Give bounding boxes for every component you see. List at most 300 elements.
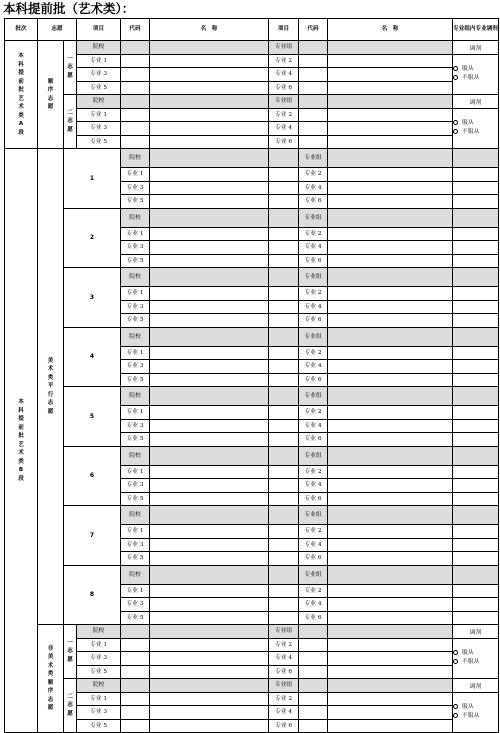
major-name-field[interactable] (269, 598, 299, 612)
major-code-field[interactable] (328, 287, 453, 301)
major-name-field[interactable] (328, 122, 453, 136)
major-label: 专业 4 (269, 122, 299, 136)
form-row (5, 327, 499, 346)
major-group-code-field[interactable] (328, 149, 453, 168)
wish-order-label (64, 95, 77, 149)
major-name-field[interactable] (269, 584, 299, 598)
school-code-field[interactable] (150, 446, 269, 465)
major-code-field[interactable] (299, 638, 328, 652)
major-name-field[interactable] (328, 135, 453, 149)
major-name-field[interactable] (328, 719, 453, 733)
major-name-field[interactable] (453, 406, 499, 420)
major-label: 专业 5 (121, 314, 150, 328)
school-code-field[interactable] (150, 208, 269, 227)
major-label: 专业 6 (299, 552, 328, 566)
major-name-field[interactable] (150, 135, 269, 149)
major-group-name-field[interactable] (453, 565, 499, 584)
major-name-field[interactable] (269, 287, 299, 301)
major-name-field[interactable] (269, 538, 299, 552)
disagree-radio[interactable] (453, 658, 498, 667)
major-name-field[interactable] (150, 638, 269, 652)
group-number: 4 (64, 327, 121, 387)
major-group-name-field[interactable] (453, 149, 499, 168)
group-number: 2 (64, 208, 121, 268)
major-code-field[interactable] (121, 135, 150, 149)
major-code-field[interactable] (150, 465, 269, 479)
major-group-label: 专业组 (269, 41, 299, 55)
major-name-field[interactable] (453, 479, 499, 493)
major-code-field[interactable] (150, 419, 269, 433)
major-code-field[interactable] (150, 598, 269, 612)
major-label: 专业 4 (299, 419, 328, 433)
school-label: 院校 (121, 327, 150, 346)
radio-circle-icon[interactable] (453, 713, 458, 718)
major-label: 专业 5 (121, 433, 150, 447)
header-code-2: 代码 (299, 19, 328, 41)
major-label: 专业 1 (77, 108, 121, 122)
form-row (5, 122, 499, 136)
major-group-label: 专业组 (269, 95, 299, 109)
form-row (5, 95, 499, 109)
major-group-code-field[interactable] (328, 565, 453, 584)
header-item: 项目 (77, 19, 121, 41)
school-label: 院校 (121, 149, 150, 168)
major-group-label: 专业组 (299, 565, 328, 584)
header-code: 代码 (121, 19, 150, 41)
major-name-field[interactable] (269, 611, 299, 625)
major-name-field[interactable] (328, 68, 453, 82)
major-code-field[interactable] (121, 54, 150, 68)
major-group-label: 专业组 (299, 446, 328, 465)
major-name-field[interactable] (269, 373, 299, 387)
major-label: 专业 3 (77, 652, 121, 666)
major-name-field[interactable] (150, 652, 269, 666)
major-name-field[interactable] (269, 195, 299, 209)
major-code-field[interactable] (328, 360, 453, 374)
major-name-field[interactable] (453, 433, 499, 447)
major-name-field[interactable] (453, 419, 499, 433)
major-code-field[interactable] (121, 719, 150, 733)
major-code-field[interactable] (150, 433, 269, 447)
header-name-2: 名 称 (328, 19, 453, 41)
major-name-field[interactable] (328, 706, 453, 720)
major-label: 专业 3 (77, 122, 121, 136)
school-name-field[interactable] (269, 565, 299, 584)
major-name-field[interactable] (453, 360, 499, 374)
major-name-field[interactable] (150, 81, 269, 95)
major-name-field[interactable] (269, 492, 299, 506)
disagree-radio[interactable] (453, 712, 498, 721)
major-code-field[interactable] (121, 692, 150, 706)
major-name-field[interactable] (453, 287, 499, 301)
major-code-field[interactable] (328, 254, 453, 268)
major-group-name-field[interactable] (453, 446, 499, 465)
major-label: 专业 6 (299, 314, 328, 328)
major-code-field[interactable] (328, 492, 453, 506)
major-label: 专业 3 (77, 706, 121, 720)
major-name-field[interactable] (328, 665, 453, 679)
major-name-field[interactable] (453, 181, 499, 195)
major-code-field[interactable] (150, 227, 269, 241)
form-row (5, 135, 499, 149)
major-group-label: 专业组 (299, 208, 328, 227)
major-group-label: 专业组 (299, 506, 328, 525)
adjust-options (453, 692, 499, 733)
major-code-field[interactable] (299, 68, 328, 82)
radio-circle-icon[interactable] (453, 704, 458, 709)
school-label: 院校 (121, 506, 150, 525)
major-name-field[interactable] (328, 638, 453, 652)
major-code-field[interactable] (328, 373, 453, 387)
major-name-field[interactable] (269, 360, 299, 374)
agree-radio-label: 服从 (462, 650, 474, 657)
agree-radio[interactable] (453, 65, 498, 74)
major-name-field[interactable] (453, 373, 499, 387)
major-label: 专业 1 (121, 287, 150, 301)
major-code-field[interactable] (150, 241, 269, 255)
major-name-field[interactable] (269, 227, 299, 241)
major-name-field[interactable] (150, 665, 269, 679)
major-name-field[interactable] (269, 552, 299, 566)
major-name-field[interactable] (453, 168, 499, 182)
major-code-field[interactable] (150, 611, 269, 625)
major-code-field[interactable] (328, 314, 453, 328)
major-name-field[interactable] (269, 406, 299, 420)
adjust-label: 调剂 (453, 95, 499, 109)
major-code-field[interactable] (299, 54, 328, 68)
radio-circle-icon[interactable] (453, 66, 458, 71)
major-code-field[interactable] (328, 419, 453, 433)
school-code-field[interactable] (150, 268, 269, 287)
school-name-field[interactable] (150, 625, 269, 639)
major-name-field[interactable] (453, 538, 499, 552)
form-row (5, 679, 499, 693)
agree-radio[interactable] (453, 119, 498, 128)
major-code-field[interactable] (299, 665, 328, 679)
major-group-name-field[interactable] (328, 625, 453, 639)
school-code-field[interactable] (121, 95, 150, 109)
major-name-field[interactable] (453, 611, 499, 625)
major-name-field[interactable] (269, 314, 299, 328)
major-code-field[interactable] (121, 108, 150, 122)
major-group-name-field[interactable] (328, 95, 453, 109)
major-code-field[interactable] (121, 706, 150, 720)
major-name-field[interactable] (150, 719, 269, 733)
major-label: 专业 2 (299, 406, 328, 420)
school-code-field[interactable] (121, 679, 150, 693)
major-group-code-field[interactable] (328, 446, 453, 465)
major-name-field[interactable] (453, 227, 499, 241)
major-label: 专业 4 (299, 598, 328, 612)
wish-order-label (64, 679, 77, 733)
major-group-name-field[interactable] (453, 208, 499, 227)
major-name-field[interactable] (453, 552, 499, 566)
major-label: 专业 2 (299, 168, 328, 182)
major-label: 专业 6 (299, 611, 328, 625)
school-code-field[interactable] (150, 387, 269, 406)
major-code-field[interactable] (299, 706, 328, 720)
major-code-field[interactable] (121, 122, 150, 136)
school-code-field[interactable] (150, 149, 269, 168)
major-name-field[interactable] (150, 54, 269, 68)
major-code-field[interactable] (328, 552, 453, 566)
adjust-label: 调剂 (453, 625, 499, 639)
major-code-field[interactable] (328, 479, 453, 493)
major-code-field[interactable] (328, 611, 453, 625)
major-name-field[interactable] (328, 652, 453, 666)
major-name-field[interactable] (453, 492, 499, 506)
major-code-field[interactable] (150, 406, 269, 420)
major-code-field[interactable] (121, 665, 150, 679)
major-group-code-field[interactable] (328, 268, 453, 287)
major-group-code-field[interactable] (299, 41, 328, 55)
form-row (5, 208, 499, 227)
major-label: 专业 4 (299, 538, 328, 552)
sequential-wish-label-text: 顺序志愿 (47, 78, 54, 110)
major-label: 专业 5 (121, 611, 150, 625)
radio-circle-icon[interactable] (453, 650, 458, 655)
major-label: 专业 1 (121, 525, 150, 539)
major-code-field[interactable] (328, 525, 453, 539)
major-code-field[interactable] (150, 254, 269, 268)
school-name-field[interactable] (269, 208, 299, 227)
form-row (5, 81, 499, 95)
major-code-field[interactable] (150, 181, 269, 195)
school-name-field[interactable] (150, 41, 269, 55)
major-name-field[interactable] (150, 122, 269, 136)
major-code-field[interactable] (328, 181, 453, 195)
radio-circle-icon[interactable] (453, 129, 458, 134)
disagree-radio[interactable] (453, 74, 498, 83)
major-code-field[interactable] (121, 638, 150, 652)
major-name-field[interactable] (453, 314, 499, 328)
major-name-field[interactable] (453, 346, 499, 360)
major-group-code-field[interactable] (299, 625, 328, 639)
major-name-field[interactable] (150, 692, 269, 706)
major-code-field[interactable] (299, 692, 328, 706)
major-group-name-field[interactable] (328, 679, 453, 693)
school-code-field[interactable] (150, 327, 269, 346)
major-code-field[interactable] (150, 492, 269, 506)
art-parallel-wish-label-text: 美术类平行志愿 (47, 357, 54, 415)
disagree-radio[interactable] (453, 128, 498, 137)
major-group-code-field[interactable] (328, 387, 453, 406)
major-label: 专业 1 (77, 638, 121, 652)
major-label: 专业 2 (299, 465, 328, 479)
major-code-field[interactable] (328, 241, 453, 255)
major-label: 专业 6 (269, 81, 299, 95)
major-group-label: 专业组 (269, 679, 299, 693)
major-code-field[interactable] (299, 135, 328, 149)
major-name-field[interactable] (453, 241, 499, 255)
major-code-field[interactable] (150, 346, 269, 360)
major-code-field[interactable] (328, 168, 453, 182)
major-name-field[interactable] (269, 168, 299, 182)
adjust-options (453, 54, 499, 95)
major-name-field[interactable] (150, 706, 269, 720)
major-group-code-field[interactable] (299, 95, 328, 109)
major-group-label: 专业组 (299, 387, 328, 406)
form-row (5, 68, 499, 82)
major-group-code-field[interactable] (328, 506, 453, 525)
school-name-field[interactable] (269, 268, 299, 287)
major-code-field[interactable] (328, 584, 453, 598)
major-name-field[interactable] (328, 81, 453, 95)
major-label: 专业 3 (121, 538, 150, 552)
major-label: 专业 6 (269, 135, 299, 149)
major-name-field[interactable] (269, 254, 299, 268)
disagree-radio-label: 不服从 (462, 129, 480, 136)
radio-circle-icon[interactable] (453, 659, 458, 664)
form-row (5, 54, 499, 68)
agree-radio-label: 服从 (462, 704, 474, 711)
radio-circle-icon[interactable] (453, 120, 458, 125)
batch-b-label (5, 149, 38, 733)
major-label: 专业 4 (299, 360, 328, 374)
major-group-name-field[interactable] (453, 506, 499, 525)
major-label: 专业 4 (269, 652, 299, 666)
major-code-field[interactable] (150, 538, 269, 552)
major-name-field[interactable] (328, 54, 453, 68)
major-code-field[interactable] (150, 373, 269, 387)
major-name-field[interactable] (269, 465, 299, 479)
major-name-field[interactable] (453, 195, 499, 209)
major-name-field[interactable] (269, 525, 299, 539)
form-row (5, 149, 499, 168)
major-name-field[interactable] (269, 241, 299, 255)
radio-circle-icon[interactable] (453, 75, 458, 80)
header-name: 名 称 (150, 19, 269, 41)
major-code-field[interactable] (328, 465, 453, 479)
major-name-field[interactable] (269, 346, 299, 360)
major-label: 专业 6 (269, 719, 299, 733)
major-name-field[interactable] (453, 525, 499, 539)
school-label: 院校 (77, 95, 121, 109)
major-label: 专业 5 (121, 254, 150, 268)
disagree-radio-label: 不服从 (462, 75, 480, 82)
major-code-field[interactable] (328, 346, 453, 360)
major-name-field[interactable] (453, 465, 499, 479)
major-name-field[interactable] (269, 300, 299, 314)
major-name-field[interactable] (453, 254, 499, 268)
major-group-name-field[interactable] (453, 268, 499, 287)
school-code-field[interactable] (121, 625, 150, 639)
major-name-field[interactable] (453, 598, 499, 612)
major-code-field[interactable] (299, 719, 328, 733)
major-name-field[interactable] (269, 433, 299, 447)
non-art-sequential-wish-label (38, 625, 64, 733)
major-code-field[interactable] (328, 598, 453, 612)
major-code-field[interactable] (150, 479, 269, 493)
major-group-name-field[interactable] (328, 41, 453, 55)
school-name-field[interactable] (150, 679, 269, 693)
major-name-field[interactable] (269, 181, 299, 195)
major-name-field[interactable] (150, 108, 269, 122)
form-row (5, 41, 499, 55)
major-label: 专业 1 (121, 584, 150, 598)
major-code-field[interactable] (150, 287, 269, 301)
school-code-field[interactable] (150, 506, 269, 525)
major-code-field[interactable] (121, 652, 150, 666)
major-code-field[interactable] (150, 525, 269, 539)
form-row (5, 719, 499, 733)
major-label: 专业 6 (299, 373, 328, 387)
major-code-field[interactable] (299, 108, 328, 122)
major-name-field[interactable] (328, 692, 453, 706)
major-group-code-field[interactable] (328, 327, 453, 346)
major-code-field[interactable] (121, 81, 150, 95)
major-code-field[interactable] (150, 584, 269, 598)
wish-order-label-text: 一志愿 (67, 639, 73, 663)
adjust-options (453, 638, 499, 679)
form-row (5, 706, 499, 720)
major-label: 专业 3 (77, 68, 121, 82)
major-name-field[interactable] (150, 68, 269, 82)
major-code-field[interactable] (150, 552, 269, 566)
school-name-field[interactable] (269, 149, 299, 168)
major-code-field[interactable] (299, 81, 328, 95)
major-code-field[interactable] (150, 168, 269, 182)
major-name-field[interactable] (269, 419, 299, 433)
major-name-field[interactable] (453, 584, 499, 598)
adjust-label: 调剂 (453, 679, 499, 693)
major-code-field[interactable] (328, 538, 453, 552)
major-group-name-field[interactable] (453, 387, 499, 406)
agree-radio[interactable] (453, 649, 498, 658)
major-label: 专业 3 (121, 479, 150, 493)
school-name-field[interactable] (269, 446, 299, 465)
major-code-field[interactable] (328, 433, 453, 447)
major-group-label: 专业组 (269, 625, 299, 639)
major-label: 专业 2 (269, 638, 299, 652)
major-code-field[interactable] (328, 406, 453, 420)
header-item-2: 项目 (269, 19, 299, 41)
agree-radio[interactable] (453, 703, 498, 712)
major-code-field[interactable] (328, 227, 453, 241)
school-name-field[interactable] (269, 387, 299, 406)
major-code-field[interactable] (299, 652, 328, 666)
major-label: 专业 5 (77, 81, 121, 95)
major-name-field[interactable] (328, 108, 453, 122)
major-label: 专业 1 (121, 168, 150, 182)
major-code-field[interactable] (150, 360, 269, 374)
major-code-field[interactable] (121, 68, 150, 82)
major-code-field[interactable] (150, 195, 269, 209)
major-group-name-field[interactable] (453, 327, 499, 346)
school-name-field[interactable] (269, 327, 299, 346)
major-label: 专业 3 (121, 598, 150, 612)
major-label: 专业 2 (299, 287, 328, 301)
major-code-field[interactable] (328, 300, 453, 314)
school-code-field[interactable] (121, 41, 150, 55)
batch-a-label (5, 41, 38, 149)
major-code-field[interactable] (150, 300, 269, 314)
major-code-field[interactable] (328, 195, 453, 209)
major-group-code-field[interactable] (328, 208, 453, 227)
major-code-field[interactable] (150, 314, 269, 328)
major-name-field[interactable] (269, 479, 299, 493)
school-name-field[interactable] (150, 95, 269, 109)
major-name-field[interactable] (453, 300, 499, 314)
school-name-field[interactable] (269, 506, 299, 525)
school-code-field[interactable] (150, 565, 269, 584)
major-group-code-field[interactable] (299, 679, 328, 693)
major-code-field[interactable] (299, 122, 328, 136)
form-row (5, 638, 499, 652)
major-label: 专业 2 (299, 346, 328, 360)
major-label: 专业 3 (121, 419, 150, 433)
form-row (5, 665, 499, 679)
